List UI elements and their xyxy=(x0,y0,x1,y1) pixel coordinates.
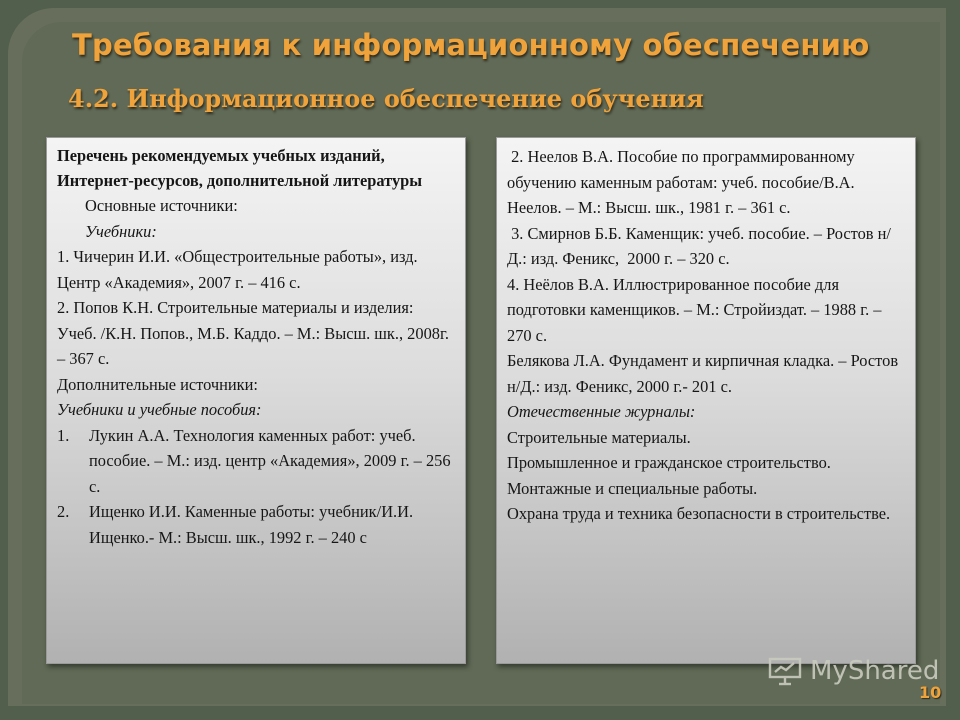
page-number: 10 xyxy=(919,683,942,702)
slide-title: Требования к информационному обеспечению xyxy=(72,28,870,62)
item-number: 2. xyxy=(57,502,70,521)
journals-label: Отечественные журналы: xyxy=(507,402,696,421)
journal-item: Охрана труда и техника безопасности в строительстве. xyxy=(507,504,891,523)
presentation-board-icon xyxy=(768,656,804,686)
watermark-logo xyxy=(768,656,939,686)
left-panel xyxy=(46,137,466,664)
additional-source-item xyxy=(57,499,455,550)
item-text: Ищенко И.И. Каменные работы: учебник/И.И. Ищенко.- М.: Высш. шк., 1992 г. – 240 с xyxy=(89,502,414,547)
left-heading: Перечень рекомендуемых учебных изданий, Интернет-ресурсов, дополнительной литературы xyxy=(57,146,423,190)
right-panel xyxy=(496,137,916,664)
slide-subtitle: 4.2. Информационное обеспечение обучения xyxy=(68,84,704,113)
watermark-text: MyShared xyxy=(810,656,940,686)
item-number: 1. xyxy=(57,425,70,445)
journal-item: Монтажные и специальные работы. xyxy=(507,478,758,498)
additional-sources-label: Дополнительные источники: xyxy=(57,374,258,394)
main-source-item: 2. Попов К.Н. Строительные материалы и изделия: Учеб. /К.Н. Попов., М.Б. Каддо. – М.: Высш. шк., 2008г. – 367 с. xyxy=(57,298,449,368)
source-item: 2. Неелов В.А. Пособие по программированному обучению каменным работам: учеб. пособие/В.А. Неелов. – М.: Высш. шк., 1981 г. – 361 с. xyxy=(507,147,859,217)
journal-item: Строительные материалы. xyxy=(507,427,691,447)
source-item: 4. Неёлов В.А. Иллюстрированное пособие для подготовки каменщиков. – М.: Стройиздат. – 1988 г. – 270 с. xyxy=(507,274,882,345)
main-sources-label: Основные источники: xyxy=(85,196,238,215)
textbooks-manuals-label: Учебники и учебные пособия: xyxy=(57,400,262,419)
main-source-item: 1. Чичерин И.И. «Общестроительные работы», изд. Центр «Академия», 2007 г. – 416 с. xyxy=(57,247,418,292)
source-item: Белякова Л.А. Фундамент и кирпичная кладка. – Ростов н/Д.: изд. Феникс, 2000 г.- 201 с. xyxy=(507,351,899,396)
additional-source-item xyxy=(57,423,455,500)
item-text: Лукин А.А. Технология каменных работ: учеб. пособие. – М.: изд. центр «Академия», 2009 г. – 256 с. xyxy=(89,425,451,496)
source-item: 3. Смирнов Б.Б. Каменщик: учеб. пособие. – Ростов н/Д.: изд. Феникс, 2000 г. – 320 с. xyxy=(507,223,891,268)
journal-item: Промышленное и гражданское строительство. xyxy=(507,453,831,472)
textbooks-label: Учебники: xyxy=(85,221,157,241)
